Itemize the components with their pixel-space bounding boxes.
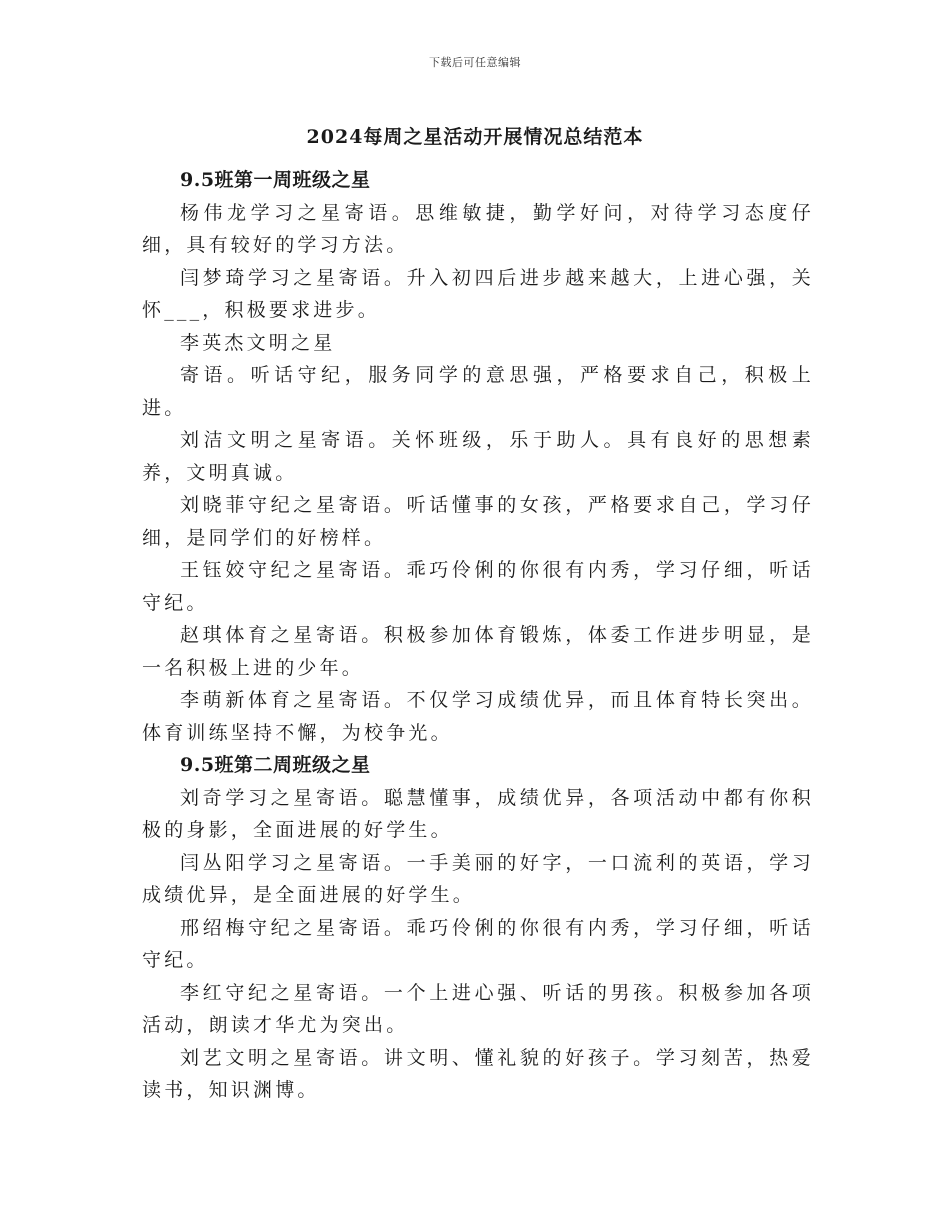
paragraph: 闫丛阳学习之星寄语。一手美丽的好字，一口流利的英语，学习成绩优异，是全面进展的好学生。 [142, 851, 814, 906]
paragraph: 刘晓菲守纪之星寄语。听话懂事的女孩，严格要求自己，学习仔细，是同学们的好榜样。 [142, 494, 814, 549]
paragraph: 刘洁文明之星寄语。关怀班级，乐于助人。具有良好的思想素养，文明真诚。 [142, 429, 814, 484]
document-body [142, 164, 814, 1107]
paragraph: 李萌新体育之星寄语。不仅学习成绩优异，而且体育特长突出。体育训练坚持不懈，为校争光。 [142, 689, 814, 744]
header-note: 下载后可任意编辑 [429, 56, 521, 69]
paragraph: 邢绍梅守纪之星寄语。乖巧伶俐的你很有内秀，学习仔细，听话守纪。 [142, 916, 814, 971]
paragraph: 刘艺文明之星寄语。讲文明、懂礼貌的好孩子。学习刻苦，热爱读书，知识渊博。 [142, 1046, 814, 1101]
paragraph: 李英杰文明之星 [180, 331, 336, 354]
paragraph: 闫梦琦学习之星寄语。升入初四后进步越来越大，上进心强，关怀___，积极要求进步。 [142, 266, 814, 321]
document-title: 2024每周之星活动开展情况总结范本 [306, 126, 644, 148]
section-heading-week-2: 9.5班第二周班级之星 [180, 754, 371, 776]
paragraph: 李红守纪之星寄语。一个上进心强、听话的男孩。积极参加各项活动，朗读才华尤为突出。 [142, 981, 814, 1036]
paragraph: 王钰姣守纪之星寄语。乖巧伶俐的你很有内秀，学习仔细，听话守纪。 [142, 559, 814, 614]
paragraph: 刘奇学习之星寄语。聪慧懂事，成绩优异，各项活动中都有你积极的身影，全面进展的好学生。 [142, 786, 814, 841]
paragraph: 赵琪体育之星寄语。积极参加体育锻炼，体委工作进步明显，是一名积极上进的少年。 [142, 624, 814, 679]
paragraph: 寄语。听话守纪，服务同学的意思强，严格要求自己，积极上进。 [142, 364, 814, 419]
section-heading-week-1: 9.5班第一周班级之星 [180, 169, 371, 191]
paragraph: 杨伟龙学习之星寄语。思维敏捷，勤学好问，对待学习态度仔细，具有较好的学习方法。 [142, 201, 814, 256]
